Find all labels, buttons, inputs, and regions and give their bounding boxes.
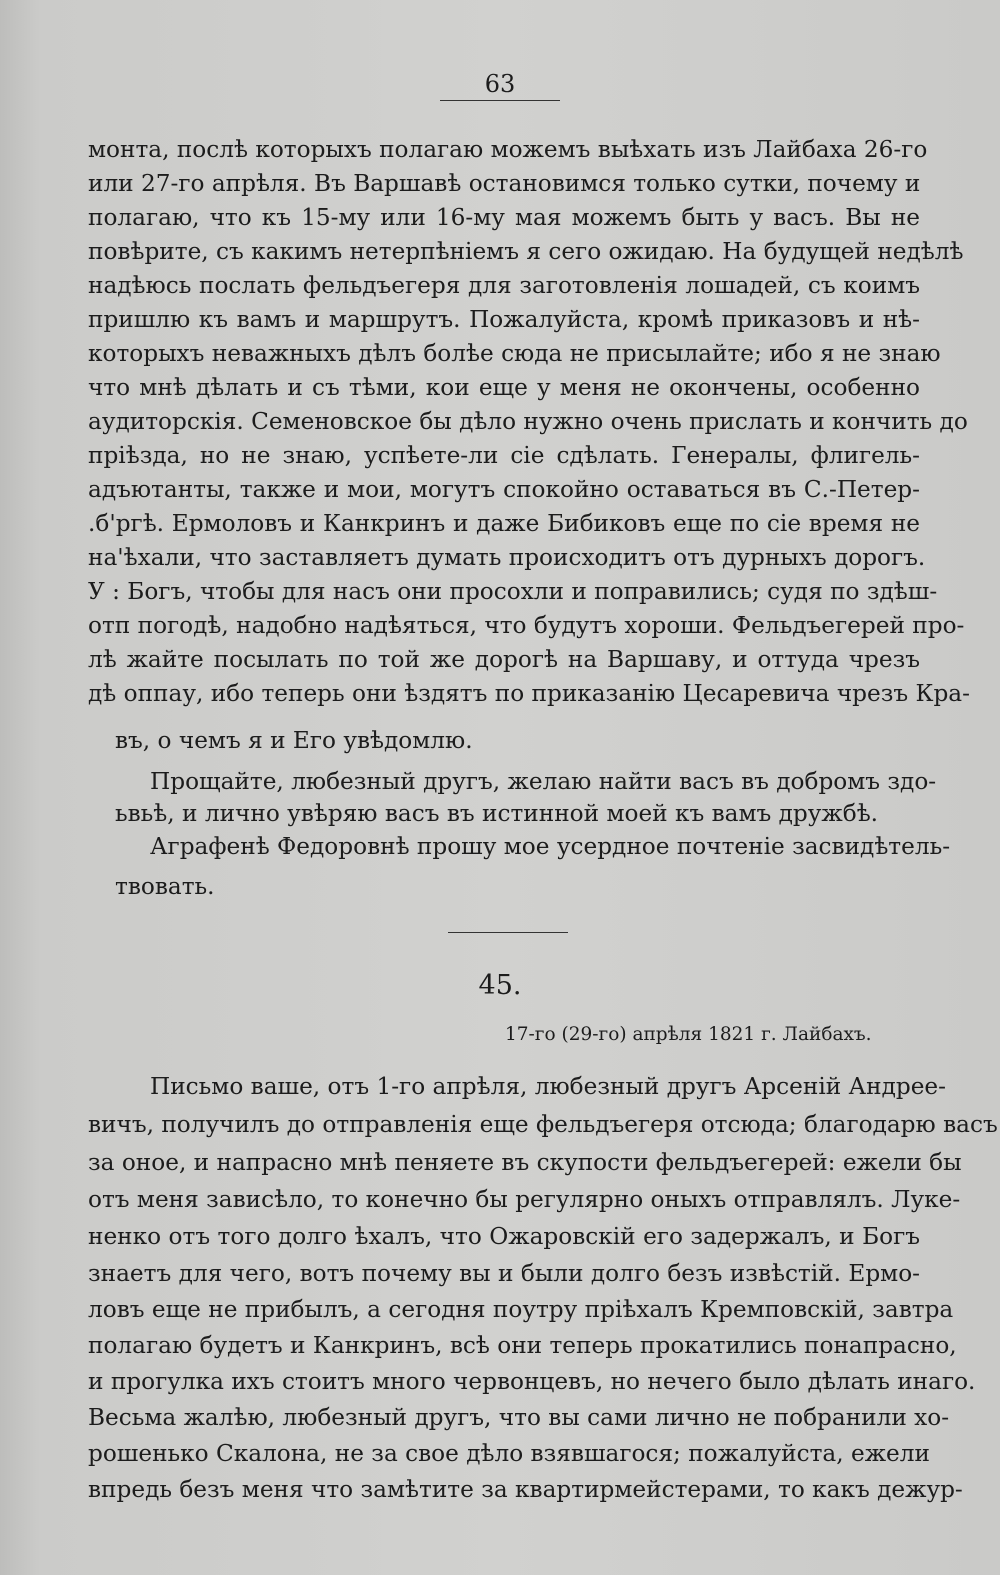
text-line: дѣ оппау, ибо теперь они ѣздятъ по приказанію Цесаревича чрезъ Кра- [88,680,970,707]
text-line: Прощайте, любезный другъ, желаю найти васъ въ добромъ здо- [150,768,937,795]
text-line: пришлю къ вамъ и маршрутъ. Пожалуйста, кромѣ приказовъ и нѣ- [88,306,920,333]
text-line: повѣрите, съ какимъ нетерпѣніемъ я сего ожидаю. На будущей недѣлѣ [88,238,964,265]
page-number: 63 [484,70,516,98]
text-line: Письмо ваше, отъ 1-го апрѣля, любезный другъ Арсеній Андрее- [150,1073,946,1100]
text-line: отъ меня зависѣло, то конечно бы регулярно оныхъ отправлялъ. Луке- [88,1186,961,1213]
text-line: монта, послѣ которыхъ полагаю можемъ выѣхать изъ Лайбаха 26-го [88,136,928,163]
text-line: на'ѣхали, что заставляетъ думать происходитъ отъ дурныхъ дорогъ. [88,544,926,571]
text-line: Весьма жалѣю, любезный другъ, что вы сами лично не побранили хо- [88,1404,950,1431]
text-line: аудиторскія. Семеновское бы дѣло нужно очень прислать и кончить до [88,408,968,435]
section-rule [448,932,568,933]
text-line: что мнѣ дѣлать и съ тѣми, кои еще у меня не окончены, особенно [88,374,920,401]
text-line: адъютанты, также и мои, могутъ спокойно оставаться въ С.-Петер- [88,476,920,503]
text-line: полагаю будетъ и Канкринъ, всѣ они теперь прокатились понапрасно, [88,1332,957,1359]
letter-number: 45. [478,970,522,1001]
text-line: надѣюсь послать фельдъегеря для заготовленія лошадей, съ коимъ [88,272,920,299]
text-line: и прогулка ихъ стоитъ много червонцевъ, но нечего было дѣлать инаго. [88,1368,976,1395]
text-line: за оное, и напрасно мнѣ пеняете въ скупости фельдъегерей: ежели бы [88,1149,962,1176]
text-line: твовать. [115,873,215,900]
text-line: ненко отъ того долго ѣхалъ, что Ожаровскій его задержалъ, и Богъ [88,1223,920,1250]
text-line: которыхъ неважныхъ дѣлъ болѣе сюда не присылайте; ибо я не знаю [88,340,941,367]
text-line: рошенько Скалона, не за свое дѣло взявшагося; пожалуйста, ежели [88,1440,930,1467]
text-line: отп погодѣ, надобно надѣяться, что будутъ хороши. Фельдъегерей про- [88,612,965,639]
text-line: У : Богъ, чтобы для насъ они просохли и поправились; судя по здѣш- [88,578,938,605]
text-line: ловъ еще не прибылъ, а сегодня поутру пріѣхалъ Кремповскій, завтра [88,1296,954,1323]
text-line: знаетъ для чего, вотъ почему вы и были долго безъ извѣстій. Ермо- [88,1260,920,1287]
text-line: лѣ жайте посылать по той же дорогѣ на Варшаву, и оттуда чрезъ [88,646,920,673]
text-line: вичъ, получилъ до отправленія еще фельдъегеря отсюда; благодарю васъ [88,1111,998,1138]
text-line: Аграфенѣ Федоровнѣ прошу мое усердное почтеніе засвидѣтель- [150,833,951,860]
text-line: пріѣзда, но не знаю, успѣете-ли сіе сдѣлать. Генералы, флигель- [88,442,920,469]
letter-dateline: 17-го (29-го) апрѣля 1821 г. Лайбахъ. [505,1024,872,1045]
text-line: въ, о чемъ я и Его увѣдомлю. [115,727,473,754]
text-line: полагаю, что къ 15-му или 16-му мая можемъ быть у васъ. Вы не [88,204,920,231]
text-line: .б'ргѣ. Ермоловъ и Канкринъ и даже Бибиковъ еще по сіе время не [88,510,920,537]
text-line: ьвьѣ, и лично увѣряю васъ въ истинной моей къ вамъ дружбѣ. [115,800,879,827]
text-line: впредь безъ меня что замѣтите за квартирмейстерами, то какъ дежур- [88,1476,963,1503]
text-line: или 27-го апрѣля. Въ Варшавѣ остановимся только сутки, почему и [88,170,921,197]
header-rule [440,100,560,101]
